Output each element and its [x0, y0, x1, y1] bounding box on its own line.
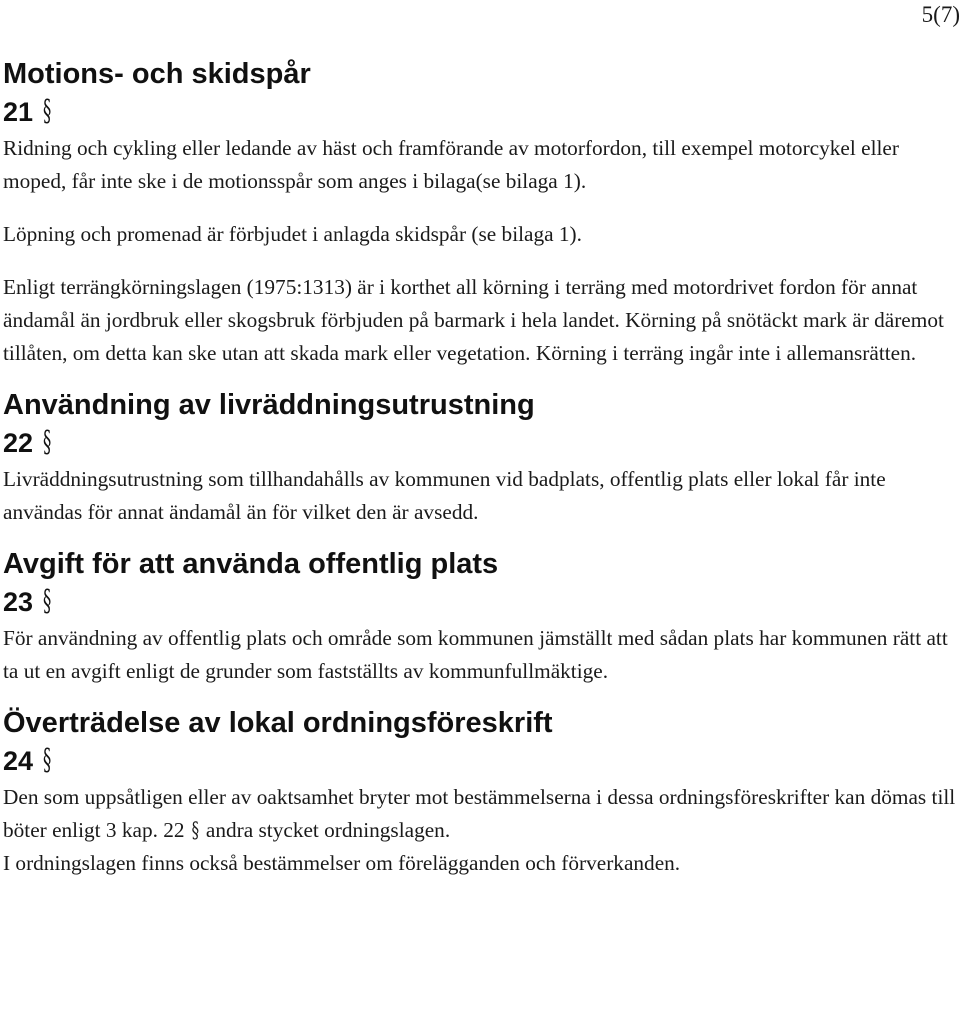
- section-heading: Avgift för att använda offentlig plats: [3, 548, 499, 580]
- paragraph-number: [3, 741, 958, 781]
- body-paragraph: Livräddningsutrustning som tillhandahålls av kommunen vid badplats, offentlig plats eller lokal får inte användas för annat ändamål än för vilket den är avsedd.: [3, 467, 886, 524]
- paragraph-number: [3, 582, 958, 622]
- page-number: 5(7): [921, 2, 960, 27]
- body-paragraph: Löpning och promenad är förbjudet i anlagda skidspår (se bilaga 1).: [3, 222, 582, 246]
- body-paragraph: Enligt terrängkörningslagen (1975:1313) är i korthet all körning i terräng med motordrivet fordon för annat ändamål än jordbruk eller skogsbruk förbjuden på barmark i hela landet. Körning på snötäckt mark är däremot tillåten, om detta kan ske utan att skada mark eller vegetation. Körning i terräng ingår inte i allemansrätten.: [3, 275, 944, 365]
- paragraph-number-value: 24: [3, 746, 34, 776]
- body-paragraph: Ridning och cykling eller ledande av häst och framförande av motorfordon, till exempel motorcykel eller moped, får inte ske i de motionsspår som anges i bilaga(se bilaga 1).: [3, 136, 899, 193]
- section-sign: §: [191, 818, 199, 843]
- body-text-run: andra stycket ordningslagen.: [205, 818, 451, 842]
- body-paragraph: I ordningslagen finns också bestämmelser om förelägganden och förverkanden.: [3, 851, 681, 875]
- paragraph-number: [3, 423, 958, 463]
- body-paragraph: [3, 781, 958, 847]
- paragraph-number-value: 23: [3, 587, 34, 617]
- body-paragraph: För användning av offentlig plats och område som kommunen jämställt med sådan plats har kommunen rätt att ta ut en avgift enligt de grunder som fastställts av kommunfullmäktige.: [3, 626, 948, 683]
- section-heading: Överträdelse av lokal ordningsföreskrift: [3, 707, 553, 739]
- section-sign: §: [43, 743, 52, 778]
- section-sign: §: [43, 425, 52, 460]
- section-sign: §: [43, 584, 52, 619]
- body-text-run: Den som uppsåtligen eller av oaktsamhet bryter mot bestämmelserna i dessa ordningsföreskrifter kan dömas till böter enligt 3 kap. 22: [3, 785, 956, 842]
- section-sign: §: [43, 94, 52, 129]
- section-heading: Användning av livräddningsutrustning: [3, 389, 535, 421]
- paragraph-number-value: 21: [3, 97, 34, 127]
- section-heading: Motions- och skidspår: [3, 58, 311, 90]
- paragraph-number-value: 22: [3, 428, 34, 458]
- document-content: [3, 56, 958, 880]
- paragraph-number: [3, 92, 958, 132]
